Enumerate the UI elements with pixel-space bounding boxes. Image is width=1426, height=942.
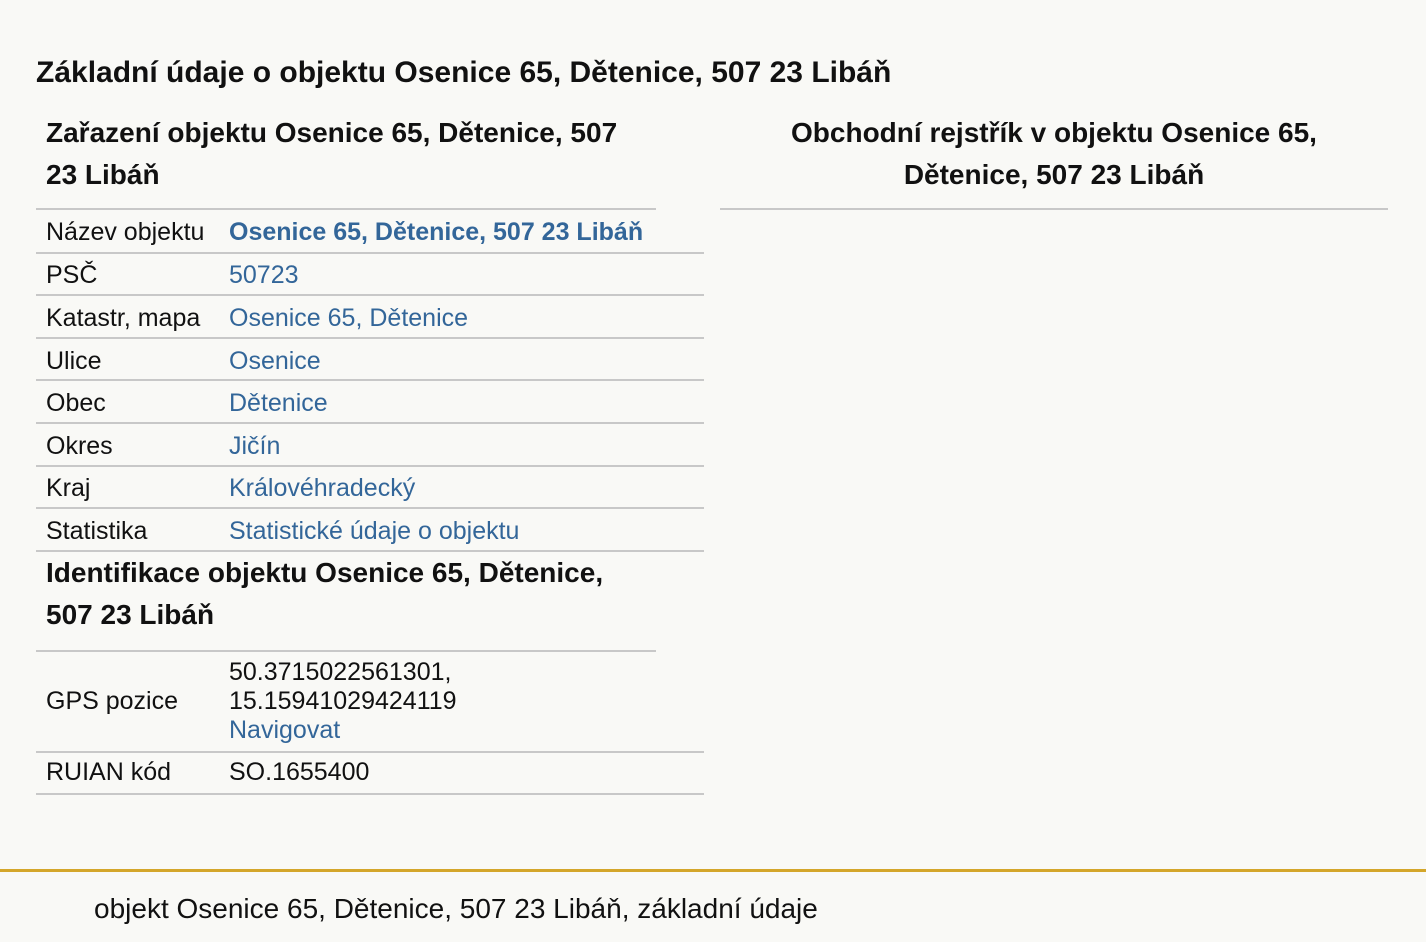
footer-divider <box>0 869 1426 872</box>
row-label: Statistika <box>36 508 219 551</box>
table-row <box>36 508 704 551</box>
row-label: Kraj <box>36 466 219 509</box>
row-label: Obec <box>36 380 219 423</box>
ruian-label: RUIAN kód <box>36 752 219 794</box>
postcode-link[interactable]: 50723 <box>229 261 299 290</box>
row-label: Název objektu <box>36 210 219 253</box>
gps-latitude: 50.3715022561301, <box>229 657 452 686</box>
gps-longitude: 15.15941029424119 <box>229 686 457 715</box>
municipality-link[interactable]: Dětenice <box>229 389 328 418</box>
district-link[interactable]: Jičín <box>229 431 281 460</box>
classification-table <box>36 210 704 552</box>
table-row <box>36 423 704 466</box>
row-label: Ulice <box>36 338 219 381</box>
page-title: Základní údaje o objektu Osenice 65, Dětenice, 507 23 Libáň <box>36 56 892 89</box>
footer-text: objekt Osenice 65, Dětenice, 507 23 Libáň, základní údaje <box>94 893 818 924</box>
table-row <box>36 752 704 794</box>
classification-heading: Zařazení objektu Osenice 65, Dětenice, 507 23 Libáň <box>36 112 656 210</box>
object-info-column <box>36 112 704 795</box>
gps-value <box>219 652 704 752</box>
region-link[interactable]: Královéhradecký <box>229 474 416 503</box>
identification-table <box>36 652 704 795</box>
row-label: PSČ <box>36 253 219 296</box>
identification-heading: Identifikace objektu Osenice 65, Dětenice, 507 23 Libáň <box>36 552 656 652</box>
row-label: Okres <box>36 423 219 466</box>
table-row <box>36 338 704 381</box>
cadastre-map-link[interactable]: Osenice 65, Dětenice <box>229 303 469 332</box>
business-register-column <box>720 112 1388 210</box>
street-link[interactable]: Osenice <box>229 346 321 375</box>
gps-label: GPS pozice <box>36 652 219 752</box>
table-row <box>36 253 704 296</box>
business-register-heading: Obchodní rejstřík v objektu Osenice 65, Dětenice, 507 23 Libáň <box>720 112 1388 210</box>
table-row <box>36 652 704 752</box>
navigate-link[interactable]: Navigovat <box>229 715 341 744</box>
ruian-value: SO.1655400 <box>219 752 704 794</box>
table-row <box>36 380 704 423</box>
row-label: Katastr, mapa <box>36 295 219 338</box>
statistics-link[interactable]: Statistické údaje o objektu <box>229 516 520 545</box>
table-row <box>36 210 704 253</box>
table-row <box>36 295 704 338</box>
object-name-link[interactable]: Osenice 65, Dětenice, 507 23 Libáň <box>229 218 644 247</box>
table-row <box>36 466 704 509</box>
